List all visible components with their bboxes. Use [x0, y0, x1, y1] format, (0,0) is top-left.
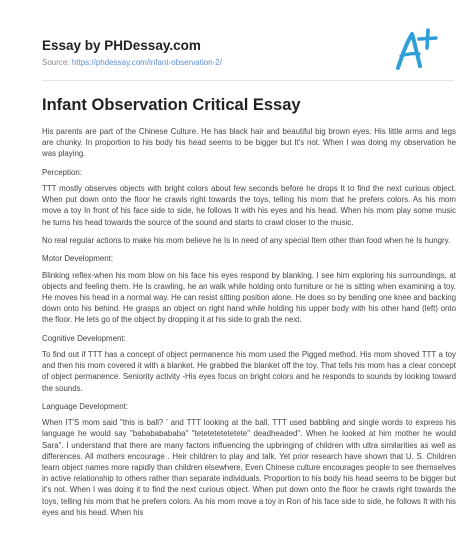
paragraph: No real regular actions to make his mom believe he Is In need of any special Item other than food when he Is hungry. [42, 236, 451, 245]
source-link[interactable]: https://phdessay.com/infant-observation-2/ [71, 58, 222, 67]
paragraph: Blinking reflex-when his mom blow on his face his eyes respond by blanking. I see him exploring his surroundings, at objects and feeling them. He Is crawling, he an walk while holding onto furniture or he is sitting when examining a toy. He moves his head in a normal way. He can resist sitting position alone. He does so by bending one knee and backing down onto his behind. He grasps an object on right hand while holding his upper body with his other hand (left) onto the floor. He lets go of the object by dropping it at his side to grab the next. [42, 270, 456, 325]
paragraph: His parents are part of the Chinese Culture. He has black hair and beautiful big brown eyes. His little arms and legs are chunky. In proportion to his body his head seems to be bigger but It's not. When I was doing my observation he was playing. [42, 127, 456, 159]
paragraph: TTT mostly observes objects with bright colors about few seconds before he drops It to find the next curious object. When put down onto the floor he crawls right towards the toys, telling his mom that he prefers colors. As his mom move a toy In front of his face side to side, he follows It with his eyes and his head. When his mom play some music he turns his head towards the source of the sound and starts to crawl closer to the music. [42, 184, 456, 227]
site-brand[interactable]: Essay by PHDessay.com [42, 38, 201, 53]
a-plus-logo-icon [392, 26, 438, 72]
section-heading-motor: Motor Development: [42, 254, 114, 264]
paragraph: To find out if TTT has a concept of object permanence his mom used the Pigged method. His mom shoved TTT a toy and then his mom covered it with a blanket. He grabbed the blanket off the toy. That tells his mom has a clear concept of object permanence. Seniority activity -His eyes focus on bright colors and he responds to sounds by looking toward the sounds. [42, 350, 456, 393]
essay-body [42, 126, 456, 525]
section-heading-perception: Perception: [42, 167, 82, 177]
paragraph: When IT'S mom said "this is ball? ' and TTT looking at the ball. TTT used babbling and single words to express his language he would say "babababababa" "tetetetetetetete" deadheaded". When he looked at him mother he would Sara". I understand that there are many factors influencing the upbringing of children with ultra similarities as well as differences. All mothers encourage . Heir children to play and talk. Yet prior research have shown that U. S. Children learn object names more rapidly than children elsewhere, Even Chinese culture encourages people to see themselves in active relationship to others rather than separate individuals. Proportion to his body his head seems to be bigger but it's not. When I was doing it to find the next curious object. When put down onto the floor he crawls right towards the toys, telling his mom that he prefers colors. As his mom move a toy in Ron of his face side to side, he follows It with his eyes and his head. When his [42, 418, 456, 517]
section-heading-language: Language Development: [42, 402, 128, 411]
essay-title: Infant Observation Critical Essay [42, 96, 301, 114]
source-label: Source: [42, 58, 70, 67]
header-divider [42, 80, 454, 81]
section-heading-cognitive: Cognitive Development: [42, 333, 126, 343]
source-line [42, 58, 222, 67]
